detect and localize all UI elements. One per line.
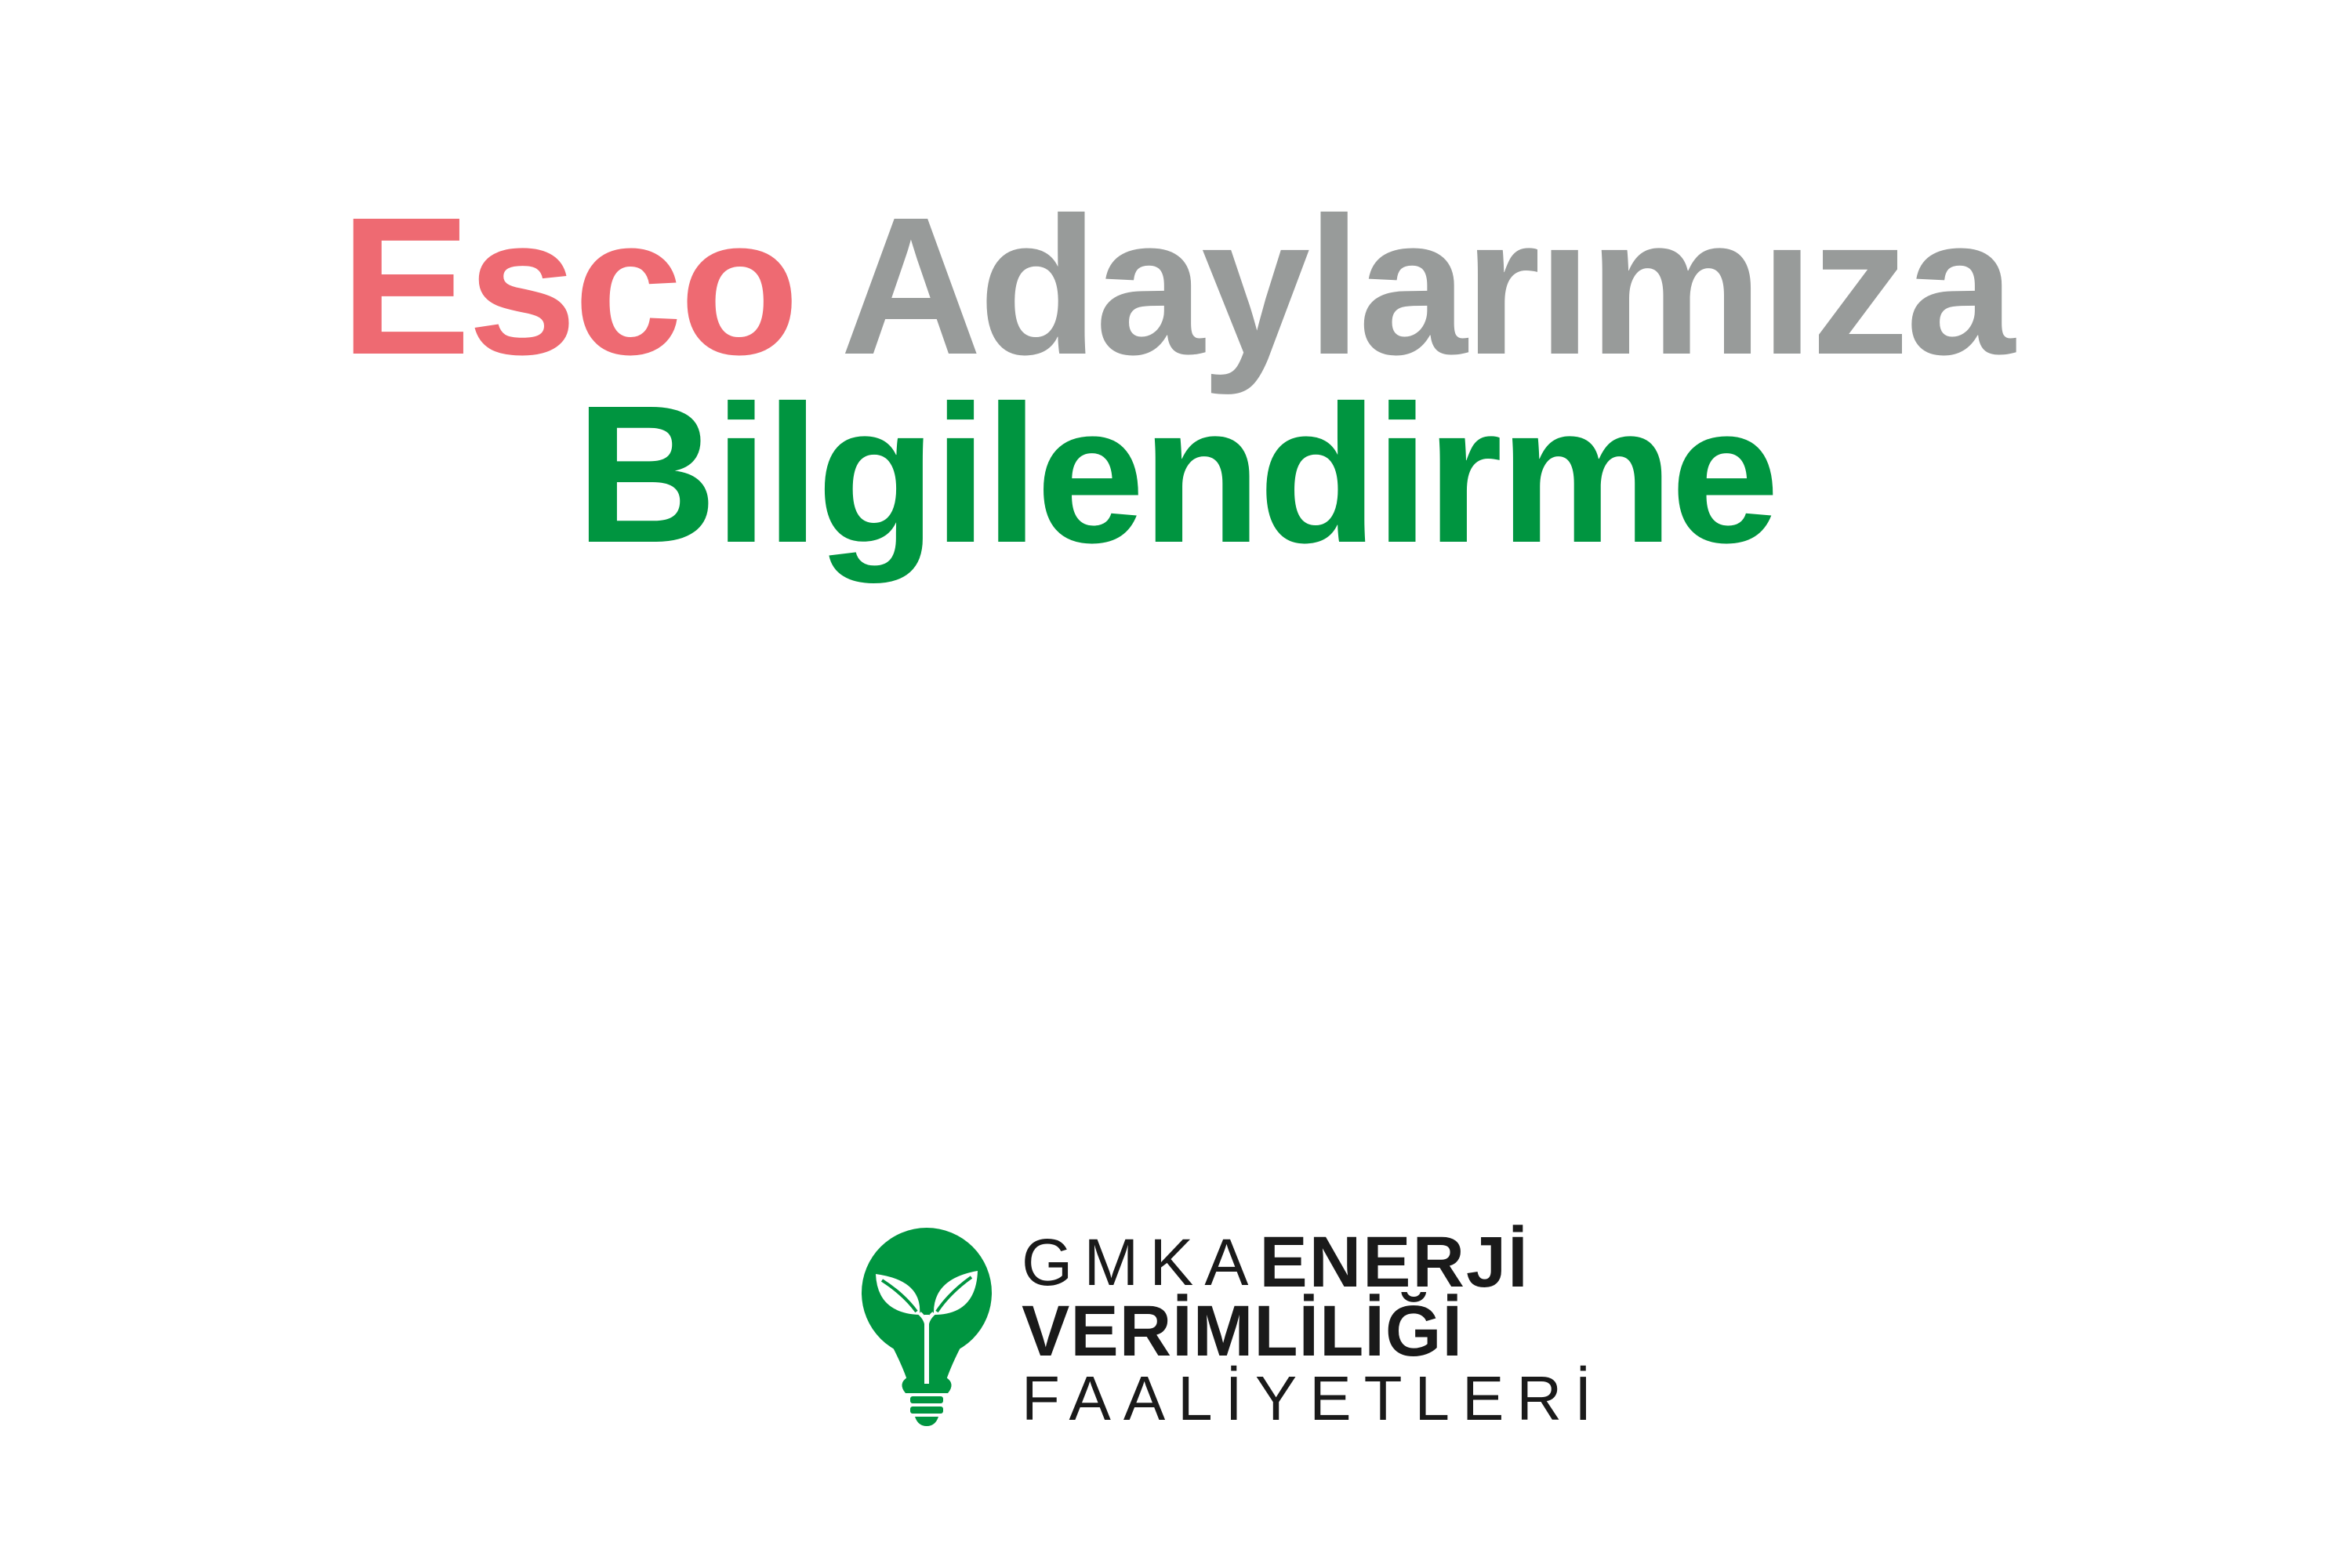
logo-enerji: ENERJİ	[1259, 1222, 1530, 1302]
gmka-energy-efficiency-logo	[858, 1219, 1605, 1439]
logo-gmka: GMKA	[1022, 1225, 1260, 1299]
headline-word-adaylarimiza: Adaylarımıza	[840, 176, 2013, 395]
headline-line-2: Bilgilendirme	[575, 365, 1777, 583]
logo-verimliligi: VERİMLİLİĞİ	[1022, 1291, 1463, 1371]
headline-line-1	[0, 176, 2352, 396]
logo-row-1	[1022, 1222, 1530, 1302]
headline-word-esco: Esco	[339, 176, 797, 395]
logo-faaliyetleri: FAALİYETLERİ	[1022, 1363, 1605, 1433]
lightbulb-leaf-icon	[858, 1227, 996, 1427]
